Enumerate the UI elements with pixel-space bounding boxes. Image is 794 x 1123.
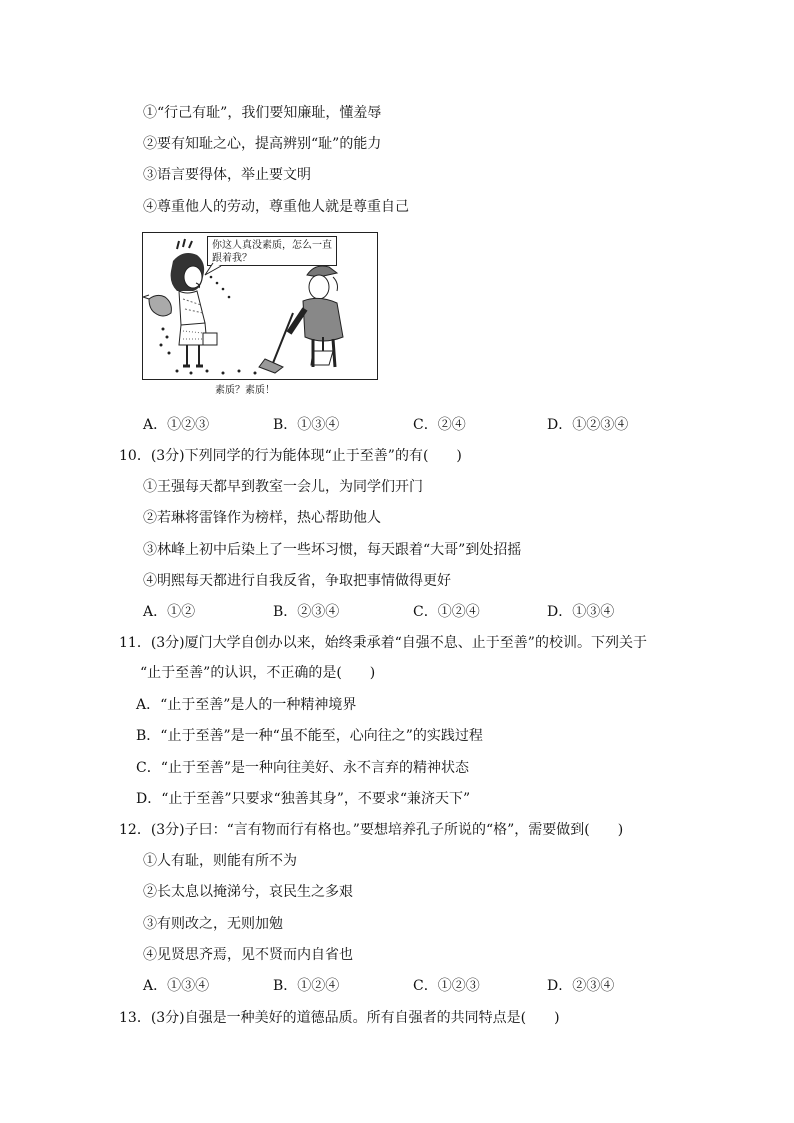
q10-option-b[interactable]: B．②③④ [273, 604, 340, 620]
q12-option-c[interactable]: C．①②③ [413, 978, 480, 994]
cartoon-figure [142, 232, 378, 380]
q10-stem: 10．(3分)下列同学的行为能体现“止于至善”的有( ) [119, 448, 462, 464]
q10-statement-2: ②若琳将雷锋作为榜样，热心帮助他人 [143, 510, 381, 526]
q9-option-a[interactable]: A．①②③ [143, 417, 210, 433]
q10-option-c[interactable]: C．①②④ [413, 604, 480, 620]
q12-statement-4: ④见贤思齐焉，见不贤而内自省也 [143, 947, 353, 963]
q12-option-b[interactable]: B．①②④ [273, 978, 340, 994]
q12-statement-1: ①人有耻，则能有所不为 [143, 853, 297, 869]
speech-bubble: 你这人真没素质，怎么一直跟着我？ [207, 236, 337, 266]
q9-option-c[interactable]: C．②④ [413, 417, 466, 433]
q11-option-a[interactable]: A．“止于至善”是人的一种精神境界 [136, 697, 357, 713]
q12-stem: 12．(3分)子曰：“言有物而行有格也。”要想培养孔子所说的“格”，需要做到( ) [119, 822, 624, 838]
q12-statement-2: ②长太息以掩涕兮，哀民生之多艰 [143, 884, 353, 900]
q10-statement-4: ④明熙每天都进行自我反省，争取把事情做得更好 [143, 573, 451, 589]
cartoon-caption: 素质？素质！ [215, 385, 275, 396]
q9-statement-4: ④尊重他人的劳动，尊重他人就是尊重自己 [143, 199, 409, 215]
q10-statement-1: ①王强每天都早到教室一会儿，为同学们开门 [143, 479, 423, 495]
q11-stem-line1: 11．(3分)厦门大学自创办以来，始终秉承着“自强不息、止于至善”的校训。下列关于 [119, 635, 647, 651]
q11-stem-line2: “止于至善”的认识，不正确的是( ) [140, 665, 376, 681]
q9-option-b[interactable]: B．①③④ [273, 417, 340, 433]
q9-option-d[interactable]: D．①②③④ [547, 417, 629, 433]
q11-option-b[interactable]: B．“止于至善”是一种“虽不能至，心向往之”的实践过程 [136, 728, 483, 744]
q9-statement-2: ②要有知耻之心，提高辨别“耻”的能力 [143, 136, 382, 152]
q11-option-c[interactable]: C．“止于至善”是一种向往美好、永不言弃的精神状态 [136, 760, 470, 776]
q12-statement-3: ③有则改之，无则加勉 [143, 916, 283, 932]
q11-option-d[interactable]: D．“止于至善”只要求“独善其身”，不要求“兼济天下” [136, 791, 471, 807]
cartoon-drawing [143, 233, 377, 379]
q12-option-a[interactable]: A．①③④ [143, 978, 210, 994]
q9-statement-3: ③语言要得体，举止要文明 [143, 167, 311, 183]
q12-option-d[interactable]: D．②③④ [547, 978, 615, 994]
q10-statement-3: ③林峰上初中后染上了一些坏习惯，每天跟着“大哥”到处招摇 [143, 542, 522, 558]
q10-option-d[interactable]: D．①③④ [547, 604, 615, 620]
q9-statement-1: ①“行己有耻”，我们要知廉耻，懂羞辱 [143, 105, 382, 121]
q13-stem: 13．(3分)自强是一种美好的道德品质。所有自强者的共同特点是( ) [119, 1010, 560, 1026]
q10-option-a[interactable]: A．①② [143, 604, 196, 620]
